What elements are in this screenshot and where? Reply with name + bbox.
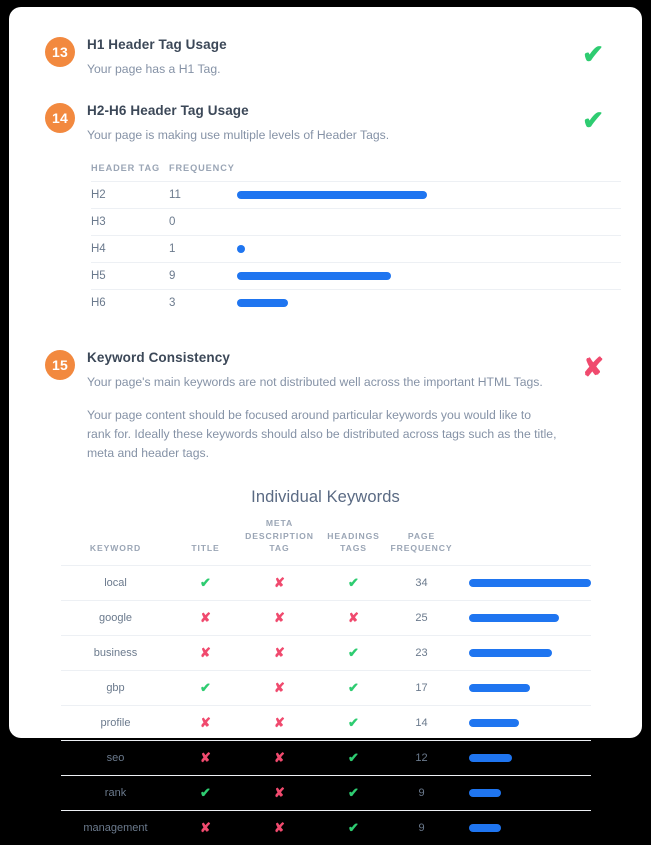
cross-icon: ✘ <box>274 784 285 800</box>
keyword-name: gbp <box>61 670 171 705</box>
keyword-frequency: 9 <box>389 810 455 845</box>
check-icon: ✔ <box>348 819 359 835</box>
headings-status <box>319 775 389 810</box>
keyword-frequency: 9 <box>389 775 455 810</box>
check-icon: ✔ <box>582 39 604 69</box>
meta-status <box>241 705 319 740</box>
section-title: H1 Header Tag Usage <box>87 37 227 52</box>
cross-icon: ✘ <box>200 609 211 625</box>
cross-icon: ✘ <box>274 574 285 590</box>
column-header-keyword: KEYWORD <box>89 543 142 554</box>
header-tag-name: H3 <box>91 208 169 235</box>
keyword-name: business <box>61 635 171 670</box>
column-header-page-frequency: PAGE FREQUENCY <box>390 530 453 554</box>
check-icon: ✔ <box>200 679 211 695</box>
keyword-bar <box>455 775 591 810</box>
headings-status <box>319 810 389 845</box>
keyword-name: rank <box>61 775 171 810</box>
header-tag-frequency: 1 <box>169 235 237 262</box>
section-description: Your page's main keywords are not distributed well across the important HTML Tags. <box>87 374 543 389</box>
section-number-badge: 14 <box>45 103 75 133</box>
check-icon: ✔ <box>348 644 359 660</box>
keyword-bar <box>455 670 591 705</box>
keyword-bar <box>455 600 591 635</box>
section-description: Your page has a H1 Tag. <box>87 62 221 76</box>
cross-icon: ✘ <box>348 609 359 625</box>
header-tag-bar <box>237 262 621 289</box>
section-description-secondary: Your page content should be focused around particular keywords you would like to rank for. Ideally these keywords should also be distributed across tags such as the title, meta and header tags. <box>87 407 557 460</box>
meta-status <box>241 810 319 845</box>
cross-icon: ✘ <box>200 749 211 765</box>
section-title: H2-H6 Header Tag Usage <box>87 102 249 118</box>
keyword-frequency: 14 <box>389 705 455 740</box>
header-tag-name: H2 <box>91 181 169 208</box>
header-tag-frequency: 0 <box>169 208 237 235</box>
section-description: Your page is making use multiple levels of Header Tags. <box>87 127 390 142</box>
keyword-bar <box>455 810 591 845</box>
keyword-bar <box>455 635 591 670</box>
check-icon: ✔ <box>348 679 359 695</box>
headings-status <box>319 670 389 705</box>
keyword-bar <box>455 705 591 740</box>
keyword-frequency: 12 <box>389 740 455 775</box>
keyword-name: seo <box>61 740 171 775</box>
section-number-badge: 13 <box>45 37 75 67</box>
table-row <box>61 775 591 810</box>
keyword-frequency: 34 <box>389 565 455 600</box>
meta-status <box>241 635 319 670</box>
check-icon: ✔ <box>348 749 359 765</box>
table-row <box>91 289 621 316</box>
cross-icon: ✘ <box>200 819 211 835</box>
table-row <box>91 262 621 289</box>
table-row <box>61 635 591 670</box>
cross-icon: ✘ <box>274 749 285 765</box>
header-tag-bar <box>237 235 621 262</box>
keywords-table <box>61 517 591 844</box>
keyword-name: profile <box>61 705 171 740</box>
title-status <box>171 635 241 670</box>
table-row <box>91 235 621 262</box>
header-tag-bar <box>237 181 621 208</box>
headings-status <box>319 635 389 670</box>
column-header-bar <box>455 517 591 565</box>
cross-icon: ✘ <box>274 819 285 835</box>
keyword-frequency: 23 <box>389 635 455 670</box>
title-status <box>171 810 241 845</box>
headings-status <box>319 740 389 775</box>
title-status <box>171 670 241 705</box>
cross-icon: ✘ <box>274 679 285 695</box>
table-row <box>61 810 591 845</box>
section-number-badge: 15 <box>45 350 75 380</box>
title-status <box>171 740 241 775</box>
title-status <box>171 775 241 810</box>
keyword-bar <box>455 740 591 775</box>
column-header-frequency: FREQUENCY <box>169 162 235 173</box>
check-icon: ✔ <box>348 784 359 800</box>
headings-status <box>319 565 389 600</box>
column-header-title: TITLE <box>191 543 220 554</box>
section-keyword-consistency <box>9 350 642 463</box>
keyword-name: google <box>61 600 171 635</box>
header-tag-name: H4 <box>91 235 169 262</box>
cross-icon: ✘ <box>274 714 285 730</box>
check-icon: ✔ <box>348 574 359 590</box>
section-h2-h6-header-tag-usage <box>9 103 642 316</box>
header-tag-name: H5 <box>91 262 169 289</box>
headings-status <box>319 705 389 740</box>
meta-status <box>241 600 319 635</box>
title-status <box>171 705 241 740</box>
title-status <box>171 565 241 600</box>
table-row <box>61 565 591 600</box>
meta-status <box>241 670 319 705</box>
keyword-frequency: 25 <box>389 600 455 635</box>
table-row <box>61 600 591 635</box>
column-header-bar <box>237 163 621 182</box>
header-tag-name: H6 <box>91 289 169 316</box>
keyword-bar <box>455 565 591 600</box>
headings-status <box>319 600 389 635</box>
column-header-headings-tags: HEADINGS TAGS <box>327 530 380 554</box>
table-row <box>61 670 591 705</box>
header-tag-bar <box>237 208 621 235</box>
cross-icon: ✘ <box>200 644 211 660</box>
header-tag-frequency: 9 <box>169 262 237 289</box>
cross-icon: ✘ <box>274 609 285 625</box>
check-icon: ✔ <box>582 104 604 135</box>
table-header-row <box>91 163 621 182</box>
keyword-frequency: 17 <box>389 670 455 705</box>
header-tag-frequency: 11 <box>169 181 237 208</box>
table-row <box>61 705 591 740</box>
table-row <box>91 181 621 208</box>
individual-keywords-heading: Individual Keywords <box>251 488 400 507</box>
meta-status <box>241 565 319 600</box>
column-header-header-tag: HEADER TAG <box>91 162 161 173</box>
table-header-row <box>61 517 591 565</box>
cross-icon: ✘ <box>274 644 285 660</box>
table-row <box>61 740 591 775</box>
check-icon: ✔ <box>200 574 211 590</box>
meta-status <box>241 740 319 775</box>
meta-status <box>241 775 319 810</box>
cross-icon: ✘ <box>200 714 211 730</box>
header-tag-bar <box>237 289 621 316</box>
keyword-name: management <box>61 810 171 845</box>
check-icon: ✔ <box>200 784 211 800</box>
cross-icon: ✘ <box>582 351 604 382</box>
report-card <box>9 7 642 835</box>
header-tag-frequency: 3 <box>169 289 237 316</box>
section-h1-header-tag-usage <box>9 37 642 79</box>
title-status <box>171 600 241 635</box>
check-icon: ✔ <box>348 714 359 730</box>
column-header-meta-description-tag: META DESCRIPTION TAG <box>245 518 314 554</box>
section-title: Keyword Consistency <box>87 349 230 365</box>
table-row <box>91 208 621 235</box>
header-tag-table <box>91 163 621 316</box>
keyword-name: local <box>61 565 171 600</box>
